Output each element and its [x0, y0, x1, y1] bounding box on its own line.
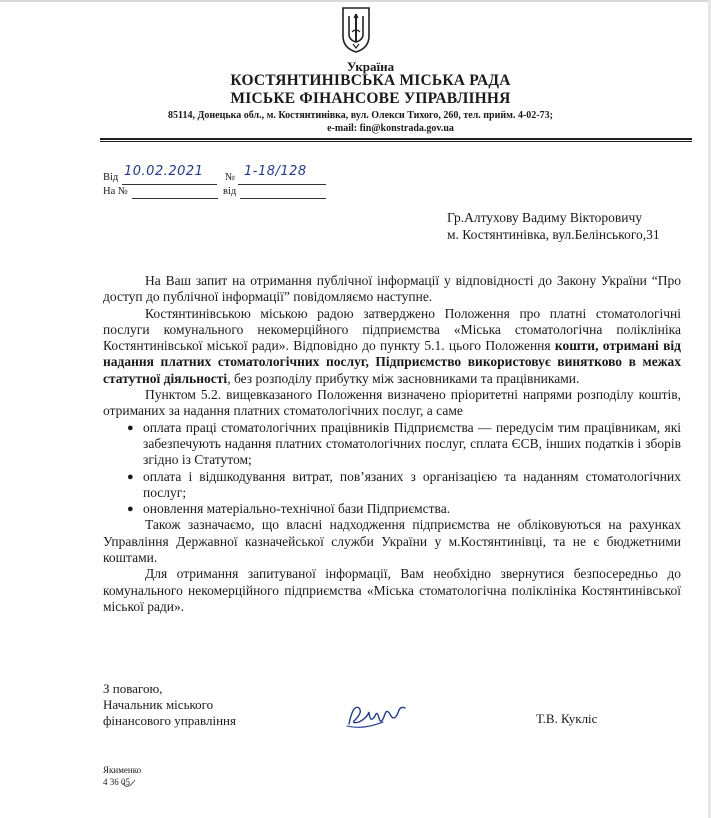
paragraph-regulation [103, 306, 681, 387]
list-item-text: оплата і відшкодування витрат, пов’язаних з організацією та наданням стоматологічних послуг; [143, 468, 681, 500]
header-email: e-mail: fin@konstrada.gov.ua [327, 123, 454, 134]
paragraph-treasury: Також зазначаємо, що власні надходження підприємства не обліковуються на рахунках Управління Державної казначейської служби України у м.Костянтинівці, та не є бюджетними коштами. [103, 517, 681, 566]
list-item-text: оновлення матеріально-технічної бази Підприємства. [143, 501, 451, 517]
bullet-icon: ● [127, 421, 134, 434]
addressee-address: м. Костянтинівка, вул.Белінського,31 [447, 227, 660, 242]
executor-phone: 4 36 05 [103, 777, 130, 787]
registration-date: 10.02.2021 [124, 164, 204, 179]
paragraph-regulation-end: , без розподілу прибутку між засновниками та працівниками. [227, 370, 580, 386]
list-item [103, 469, 681, 502]
from-label: Від [103, 172, 119, 183]
on-number-line [132, 186, 218, 199]
registration-number: 1-18/128 [244, 164, 307, 179]
paragraph-request: На Ваш запит на отримання публічної інформації у відповідності до Закону України “Про доступ до публічної інформації” повідомляємо наступне. [103, 273, 681, 305]
number-label: № [225, 172, 236, 183]
executor-name: Якименко [103, 765, 142, 775]
list-item [103, 501, 681, 517]
paragraph-priorities: Пунктом 5.2. вищевказаного Положення визначено пріоритетні напрями розподілу коштів, отриманих за надання платних стоматологічних послуг, а саме [103, 387, 681, 419]
on-number-label: На № [103, 186, 128, 197]
dated-label: від [223, 186, 237, 197]
addressee-name: Гр.Алтухову Вадиму Вікторовичу [447, 210, 643, 225]
header-council: КОСТЯНТИНІВСЬКА МІСЬКА РАДА [230, 72, 511, 89]
paragraph-regulation-bold: кошти, отримані від надання платних стоматологічних послуг, Підприємство використовує винятково в межах статутної діяльності [103, 338, 681, 386]
list-item [103, 420, 681, 469]
header-address: 85114, Донецька обл., м. Костянтинівка, вул. Олекси Тихого, 260, тел. прийм. 4-02-73; [168, 110, 553, 121]
dated-line [240, 186, 326, 199]
closing-position-line2: фінансового управління [103, 713, 236, 728]
closing-regards: З повагою, [103, 681, 163, 696]
letter-body [103, 273, 681, 615]
paragraph-regulation-start: Костянтинівською міською радою затверджено Положення про платні стоматологічні послуги комунального некомерційного підприємства «Міська стоматологічна поліклініка Костянтинівської міської ради». Відповідно до пункту 5.1. цього Положення [103, 305, 681, 354]
handwritten-signature [343, 698, 409, 734]
priorities-list [103, 420, 681, 518]
bullet-icon: ● [127, 470, 134, 483]
header-country: Україна [346, 59, 395, 74]
closing-position-line1: Начальник міського [103, 697, 214, 712]
paragraph-contact: Для отримання запитуваної інформації, Вам необхідно звернутися безпосередньо до комунального некомерційного підприємства «Міська стоматологічна поліклініка Костянтинівської міської ради». [103, 566, 681, 614]
pen-mark-icon [122, 779, 136, 791]
header-department: МІСЬКЕ ФІНАНСОВЕ УПРАВЛІННЯ [230, 90, 511, 107]
signer-name: Т.В. Кукліс [536, 711, 598, 726]
list-item-text: оплата праці стоматологічних працівників Підприємства — передусім тим працівникам, які забезпечують надання платних стоматологічних послуг, сплата ЄСВ, інших податків і зборів згідно із Статутом; [143, 419, 681, 468]
bullet-icon: ● [127, 503, 134, 516]
